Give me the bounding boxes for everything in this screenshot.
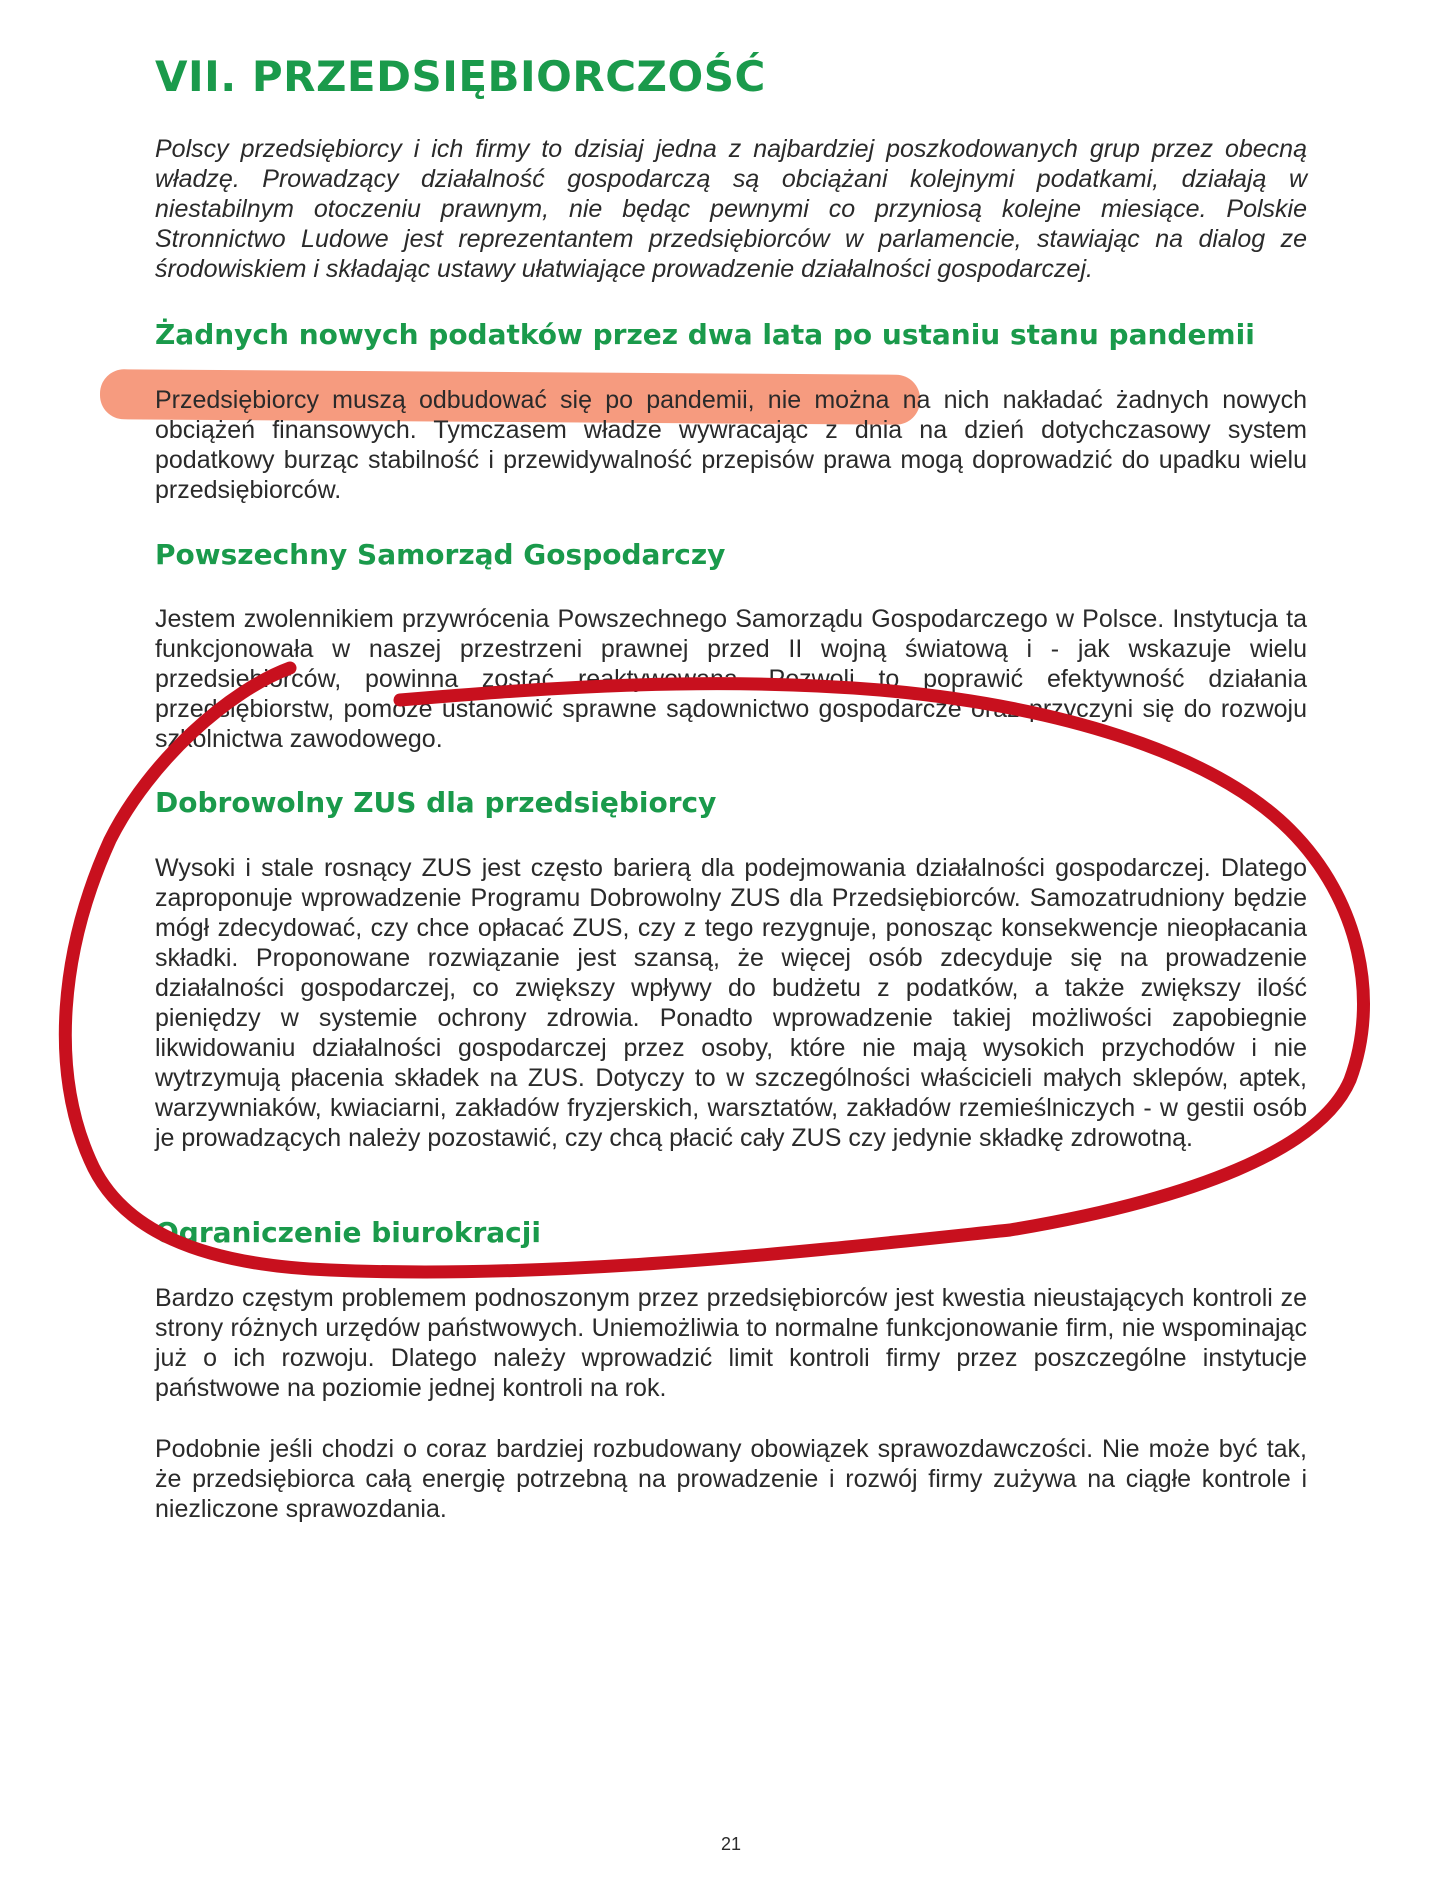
- section-paragraph-voluntary-zus: Wysoki i stale rosnący ZUS jest często barierą dla podejmowania działalności gospodarczej. Dlatego zaproponuje wprowadzenie Programu Dobrowolny ZUS dla Przedsiębiorców. Samozatrudniony będzie mógł zdecydować, czy chce opłacać ZUS, czy z tego rezygnuje, ponosząc konsekwencje nieopłacania składki. Proponowane rozwiązanie jest szansą, że więcej osób zdecyduje się na prowadzenie działalności gospodarczej, co zwiększy wpływy do budżetu z podatków, a także zwiększy ilość pieniędzy w systemie ochrony zdrowia. Ponadto wprowadzenie takiej możliwości zapobiegnie likwidowaniu działalności gospodarczej przez osoby, które nie mają wysokich przychodów i nie wytrzymują płacenia składek na ZUS. Dotyczy to w szczególności właścicieli małych sklepów, aptek, warzywniaków, kwiaciarni, zakładów fryzjerskich, warsztatów, zakładów rzemieślniczych - w gestii osób je prowadzących należy pozostawić, czy chcą płacić cały ZUS czy jedynie składkę zdrowotną.: [155, 854, 1307, 1152]
- section-heading-bureaucracy: Ograniczenie biurokracji: [155, 1216, 541, 1249]
- section-heading-no-new-taxes: Żadnych nowych podatków przez dwa lata po ustaniu stanu pandemii: [155, 318, 1255, 351]
- intro-paragraph: Polscy przedsiębiorcy i ich firmy to dzisiaj jedna z najbardziej poszkodowanych grup przez obecną władzę. Prowadzący działalność gospodarczą są obciążani kolejnymi podatkami, działają w niestabilnym otoczeniu prawnym, nie będąc pewnymi co przyniosą kolejne miesiące. Polskie Stronnictwo Ludowe jest reprezentantem przedsiębiorców w parlamencie, stawiając na dialog ze środowiskiem i składając ustawy ułatwiające prowadzenie działalności gospodarczej.: [155, 135, 1307, 283]
- page-number: 21: [720, 1834, 742, 1854]
- chapter-title: VII. PRZEDSIĘBIORCZOŚĆ: [155, 52, 766, 101]
- section-paragraph-no-new-taxes: Przedsiębiorcy muszą odbudować się po pandemii, nie można na nich nakładać żadnych nowych obciążeń finansowych. Tymczasem władze wywracając z dnia na dzień dotychczasowy system podatkowy burząc stabilność i przewidywalność przepisów prawa mogą doprowadzić do upadku wielu przedsiębiorców.: [155, 386, 1307, 504]
- section-paragraph-bureaucracy-2: Podobnie jeśli chodzi o coraz bardziej rozbudowany obowiązek sprawozdawczości. Nie może być tak, że przedsiębiorca całą energię potrzebną na prowadzenie i rozwój firmy zużywa na ciągłe kontrole i niezliczone sprawozdania.: [155, 1435, 1307, 1523]
- section-paragraph-bureaucracy-1: Bardzo częstym problemem podnoszonym przez przedsiębiorców jest kwestia nieustających kontroli ze strony różnych urzędów państwowych. Uniemożliwia to normalne funkcjonowanie firm, nie wspominając już o ich rozwoju. Dlatego należy wprowadzić limit kontroli firmy przez poszczególne instytucje państwowe na poziomie jednej kontroli na rok.: [155, 1284, 1307, 1402]
- section-heading-voluntary-zus: Dobrowolny ZUS dla przedsiębiorcy: [155, 786, 717, 819]
- section-heading-economic-self-government: Powszechny Samorząd Gospodarczy: [155, 538, 726, 571]
- section-paragraph-economic-self-government: Jestem zwolennikiem przywrócenia Powszechnego Samorządu Gospodarczego w Polsce. Instytucja ta funkcjonowała w naszej przestrzeni prawnej przed II wojną światową i - jak wskazuje wielu przedsiębiorców, powinna zostać reaktywowana. Pozwoli to poprawić efektywność działania przedsiębiorstw, pomoże ustanowić sprawne sądownictwo gospodarcze oraz przyczyni się do rozwoju szkolnictwa zawodowego.: [155, 605, 1307, 753]
